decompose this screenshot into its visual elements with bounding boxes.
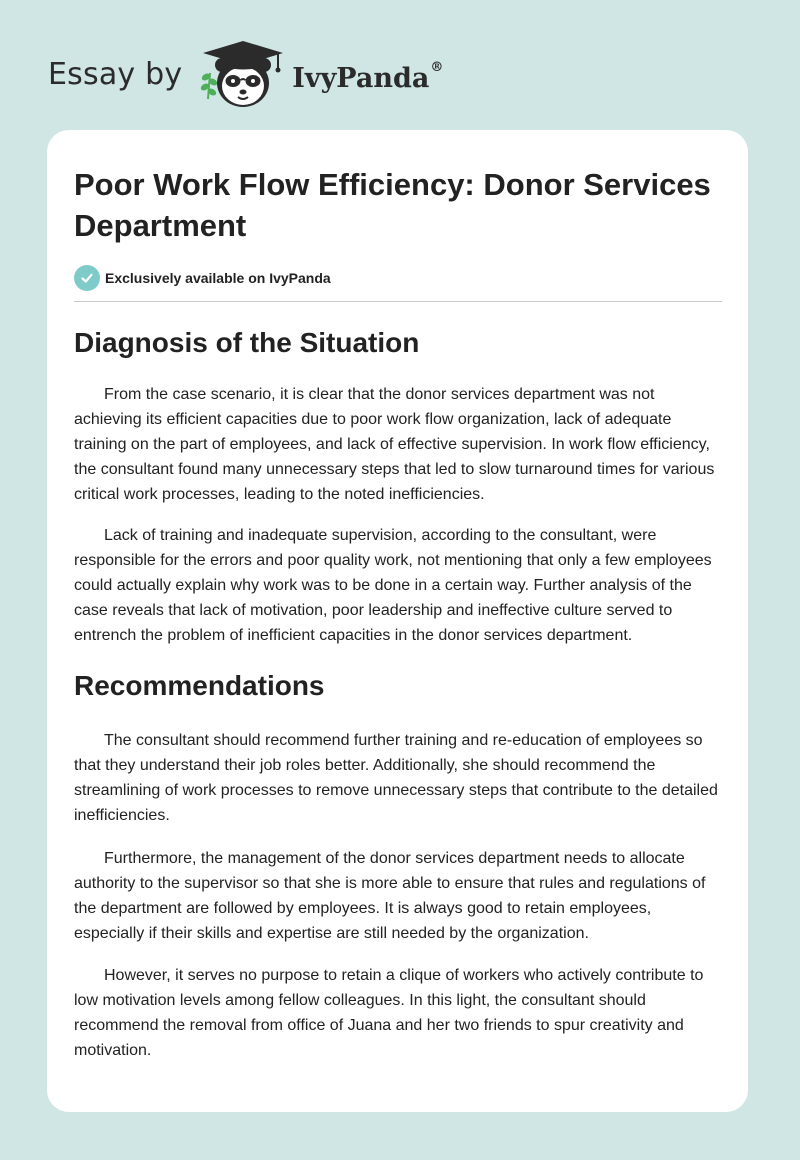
panda-graduate-icon[interactable] (198, 35, 290, 113)
site-header (48, 34, 443, 114)
check-circle-icon (74, 265, 100, 291)
exclusive-badge-text: Exclusively available on IvyPanda (105, 270, 331, 286)
registered-mark: ® (430, 59, 444, 75)
exclusive-badge (74, 265, 722, 291)
essay-title: Poor Work Flow Efficiency: Donor Services Department (74, 167, 711, 243)
paragraph: The consultant should recommend further training and re-education of employees so that they understand their job roles better. Additionally, she should recommend the streamlining of work processes to remove unnecessary steps that contribute to the detailed inefficiencies. (74, 732, 718, 824)
paragraph: However, it serves no purpose to retain a clique of workers who actively contribute to low motivation levels among fellow colleagues. In this light, the consultant should recommend the removal from office of Juana and her two friends to spur creativity and motivation. (74, 967, 704, 1059)
title-divider (74, 301, 722, 302)
essay-card (47, 130, 748, 1112)
brand-name[interactable]: IvyPanda® (292, 59, 444, 94)
section-heading-diagnosis: Diagnosis of the Situation (74, 327, 420, 358)
paragraph: Furthermore, the management of the donor services department needs to allocate authority to the supervisor so that she is more able to ensure that rules and regulations of the department are followed by employees. It is always good to retain employees, especially if their skills and expertise are still needed by the organization. (74, 850, 706, 942)
section-heading-recommendations: Recommendations (74, 670, 325, 701)
essay-by-label: Essay by (48, 56, 183, 92)
paragraph: Lack of training and inadequate supervision, according to the consultant, were responsible for the errors and poor quality work, not mentioning that only a few employees could actually explain why work was to be done in a certain way. Further analysis of the case reveals that lack of motivation, poor leadership and ineffective culture served to entrench the problem of inefficient capacities in the donor services department. (74, 527, 712, 644)
paragraph: From the case scenario, it is clear that the donor services department was not achieving its efficient capacities due to poor work flow organization, lack of adequate training on the part of employees, and lack of effective supervision. In work flow efficiency, the consultant found many unnecessary steps that led to slow turnaround times for various critical work processes, leading to the noted inefficiencies. (74, 386, 715, 503)
